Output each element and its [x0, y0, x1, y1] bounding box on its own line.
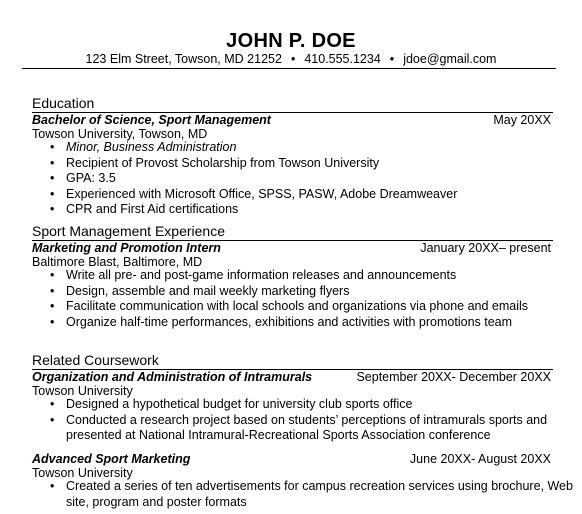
- list-item: • GPA: 3.5: [50, 171, 116, 185]
- course-date: September 20XX- December 20XX: [356, 370, 551, 384]
- list-item: • CPR and First Aid certifications: [50, 202, 239, 216]
- list-item-continuation: presented at National Intramural-Recreational Sports Association conference: [66, 428, 491, 442]
- list-item: • Design, assemble and mail weekly marketing flyers: [50, 283, 350, 298]
- role-date: January 20XX– present: [420, 241, 551, 255]
- list-item: • Write all pre- and post-game information releases and announcements: [50, 268, 457, 282]
- address: 123 Elm Street, Towson, MD 21252: [85, 52, 282, 66]
- course-row: [32, 452, 551, 466]
- education-list: [32, 140, 457, 218]
- experience-role-row: [32, 241, 551, 255]
- separator-dot: •: [290, 52, 296, 66]
- list-item: • Created a series of ten advertisements for campus recreation services using brochure, Web: [50, 479, 573, 493]
- course-list: [32, 397, 547, 444]
- phone: 410.555.1234: [304, 52, 381, 66]
- contact-line: [0, 52, 582, 66]
- course-name: Organization and Administration of Intramurals: [32, 370, 313, 384]
- list-item: • Experienced with Microsoft Office, SPSS, PASW, Adobe Dreamweaver: [50, 186, 458, 201]
- list-item: • Recipient of Provost Scholarship from Towson University: [50, 155, 380, 170]
- role: Marketing and Promotion Intern: [32, 241, 221, 255]
- course-row: [32, 370, 551, 384]
- degree-date: May 20XX: [493, 113, 551, 127]
- list-item-continuation: site, program and poster formats: [66, 494, 247, 509]
- experience-list: [32, 268, 528, 330]
- course-name: Advanced Sport Marketing: [32, 452, 191, 466]
- header-divider: [22, 68, 556, 69]
- resume-name: JOHN P. DOE: [226, 30, 356, 52]
- course-list: [32, 479, 573, 510]
- degree: Bachelor of Science, Sport Management: [32, 113, 271, 127]
- list-item: • Conducted a research project based on students’ perceptions of intramurals sports and: [50, 412, 548, 427]
- course-school: Towson University: [32, 384, 133, 398]
- education-degree-row: [32, 113, 551, 127]
- education-heading: Education: [32, 95, 95, 111]
- course-school: Towson University: [32, 466, 133, 480]
- course-date: June 20XX- August 20XX: [409, 452, 551, 466]
- email: jdoe@gmail.com: [403, 52, 497, 66]
- list-item: • Designed a hypothetical budget for university club sports office: [50, 397, 413, 411]
- list-item: • Facilitate communication with local schools and organizations via phone and emails: [50, 299, 529, 313]
- school: Towson University, Towson, MD: [32, 127, 208, 141]
- coursework-heading: Related Coursework: [32, 352, 159, 368]
- list-item: • Organize half-time performances, exhibitions and activities with promotions team: [50, 314, 513, 329]
- experience-heading: Sport Management Experience: [32, 223, 225, 239]
- list-item: • Minor, Business Administration: [50, 140, 237, 154]
- separator-dot: •: [389, 52, 395, 66]
- organization: Baltimore Blast, Baltimore, MD: [32, 255, 203, 269]
